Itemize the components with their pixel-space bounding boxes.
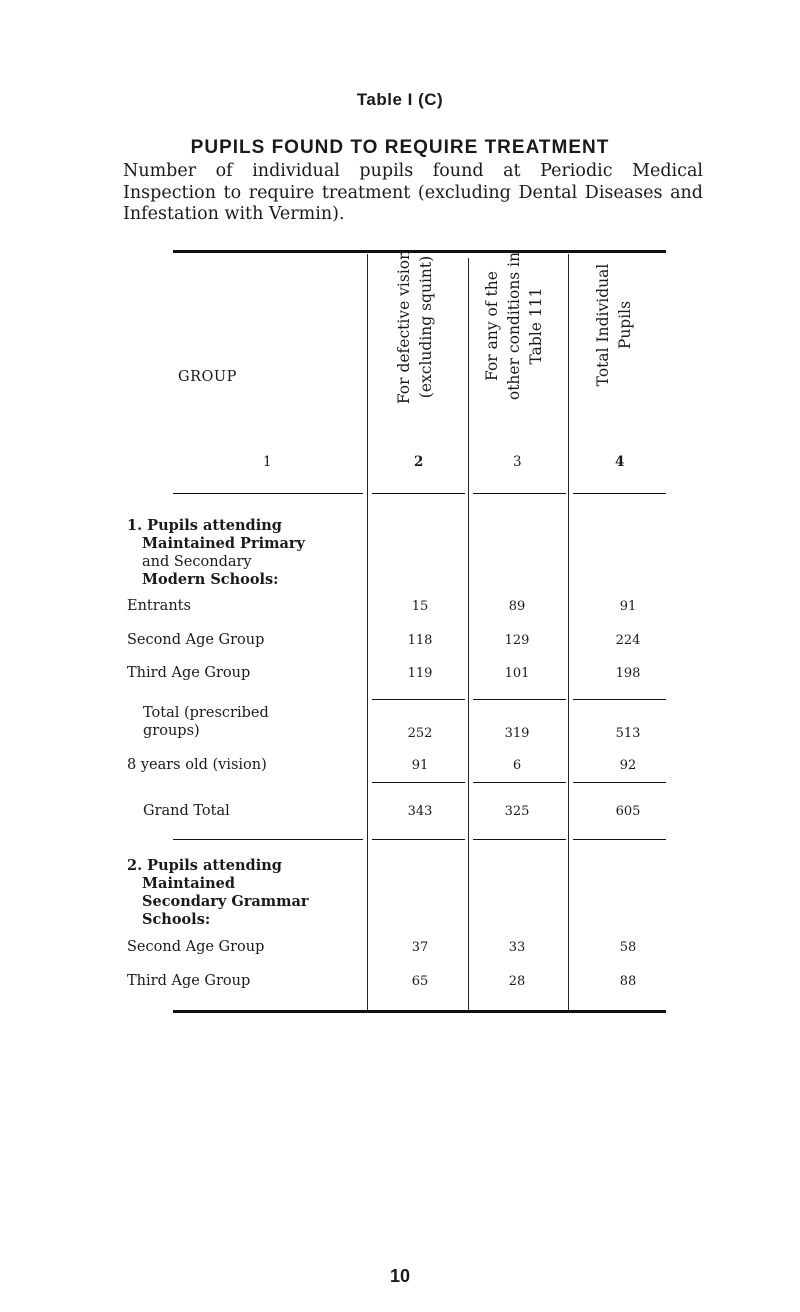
section-heading-line: Maintained	[142, 875, 236, 892]
section-heading-line: and Secondary	[142, 554, 252, 570]
cell-entrants-vision: 15	[411, 599, 429, 614]
column-number-2: 2	[414, 454, 424, 470]
column-number-3: 3	[513, 454, 522, 470]
group-header: GROUP	[178, 369, 237, 385]
bottom-rule	[173, 1010, 666, 1013]
cell-total-prescribed-vision: 252	[407, 726, 433, 741]
column-divider-3	[568, 254, 569, 1010]
cell-third-age-total: 198	[615, 666, 641, 681]
table-title: PUPILS FOUND TO REQUIRE TREATMENT	[190, 137, 610, 158]
header-rule-col3	[473, 493, 566, 494]
cell-grand-total-vision: 343	[407, 804, 433, 819]
column-divider-1	[367, 254, 368, 1010]
header-rule-col4	[573, 493, 666, 494]
section-heading-line: Secondary Grammar	[142, 893, 309, 910]
section-heading-line: Schools:	[142, 911, 211, 928]
page-number: 10	[389, 1266, 411, 1286]
total-rule-col4	[573, 699, 666, 700]
header-rule-col2	[372, 493, 465, 494]
cell-third-age-vision: 119	[407, 666, 433, 681]
cell-grammar-third-total: 88	[619, 974, 637, 989]
column-header-defective-vision	[393, 237, 439, 417]
section-heading-line: Modern Schools:	[142, 571, 279, 588]
section-rule-col1	[173, 839, 363, 840]
row-label-line: Total (prescribed	[143, 705, 269, 721]
cell-grand-total-other: 325	[504, 804, 530, 819]
row-label-grand-total: Grand Total	[143, 803, 230, 819]
row-label-entrants: Entrants	[127, 598, 191, 614]
grand-total-rule-col2	[372, 782, 465, 783]
column-header-line: (excluding squint)	[417, 255, 435, 399]
section-heading-line: 1. Pupils attending	[127, 517, 282, 534]
row-label-second-age-group: Second Age Group	[127, 632, 265, 648]
row-label-line: groups)	[143, 723, 200, 739]
column-header-other-conditions	[481, 236, 549, 416]
cell-eight-years-total: 92	[619, 758, 637, 773]
cell-total-prescribed-total: 513	[615, 726, 641, 741]
row-label-third-age-group: Third Age Group	[127, 665, 251, 681]
header-rule-col1	[173, 493, 363, 494]
column-header-line: other conditions in	[505, 251, 523, 401]
cell-total-prescribed-other: 319	[504, 726, 530, 741]
cell-grammar-second-vision: 37	[411, 940, 429, 955]
column-header-line: Pupils	[616, 300, 634, 350]
table-number: Table I (C)	[356, 90, 444, 109]
section-heading-line: Maintained Primary	[142, 535, 305, 552]
cell-third-age-other: 101	[504, 666, 530, 681]
cell-entrants-other: 89	[508, 599, 526, 614]
section-rule-col2	[372, 839, 465, 840]
column-header-line: Total Individual	[594, 263, 612, 387]
column-header-line: For defective vision	[395, 249, 413, 405]
column-divider-2	[468, 258, 469, 1010]
section-rule-col3	[473, 839, 566, 840]
column-number-4: 4	[615, 454, 625, 470]
column-header-total-individual	[592, 245, 638, 405]
column-header-line: For any of the	[483, 271, 501, 381]
row-label-grammar-second-age: Second Age Group	[127, 939, 265, 955]
cell-eight-years-vision: 91	[411, 758, 429, 773]
section-2-heading	[127, 857, 309, 929]
cell-second-age-other: 129	[504, 633, 530, 648]
column-header-line: Table 111	[527, 287, 545, 365]
total-rule-col3	[473, 699, 566, 700]
section-heading-line: 2. Pupils attending	[127, 857, 282, 874]
row-label-eight-years-vision: 8 years old (vision)	[127, 757, 267, 773]
cell-grand-total-total: 605	[615, 804, 641, 819]
total-rule-col2	[372, 699, 465, 700]
cell-second-age-vision: 118	[407, 633, 433, 648]
section-1-heading	[127, 517, 305, 589]
row-label-total-prescribed	[127, 704, 269, 740]
cell-entrants-total: 91	[619, 599, 637, 614]
cell-grammar-second-other: 33	[508, 940, 526, 955]
cell-grammar-third-other: 28	[508, 974, 526, 989]
cell-eight-years-other: 6	[512, 758, 522, 773]
cell-grammar-third-vision: 65	[411, 974, 429, 989]
grand-total-rule-col3	[473, 782, 566, 783]
column-number-1: 1	[263, 454, 272, 470]
row-label-grammar-third-age: Third Age Group	[127, 973, 251, 989]
cell-second-age-total: 224	[615, 633, 641, 648]
section-rule-col4	[573, 839, 666, 840]
cell-grammar-second-total: 58	[619, 940, 637, 955]
grand-total-rule-col4	[573, 782, 666, 783]
intro-paragraph: Number of individual pupils found at Periodic Medical Inspection to require treatment (excluding Dental Diseases and Infestation with Vermin).	[123, 161, 703, 224]
